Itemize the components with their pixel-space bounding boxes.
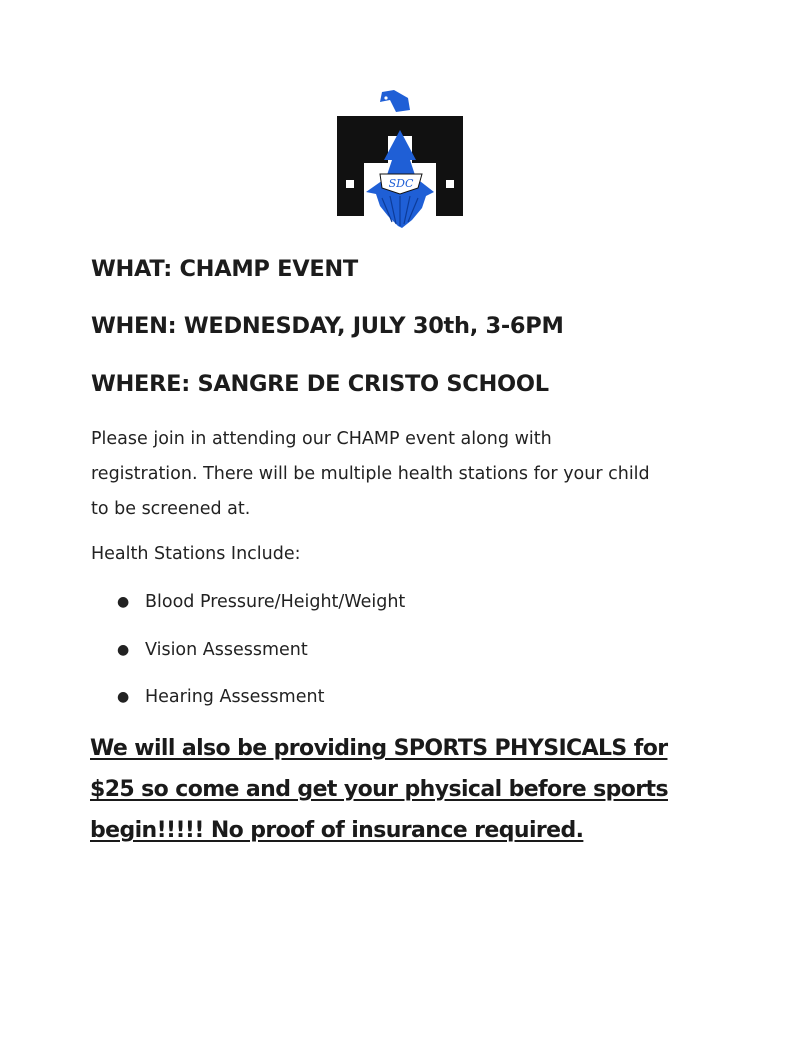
sports-physicals-callout (90, 728, 730, 851)
intro-line: Please join in attending our CHAMP event along with (91, 429, 552, 449)
callout-line: $25 so come and get your physical before sports (90, 777, 668, 802)
bullet-icon: ● (117, 594, 130, 610)
intro-line: to be screened at. (91, 499, 251, 519)
stations-label: Health Stations Include: (91, 544, 301, 564)
station-label: Vision Assessment (145, 639, 308, 660)
intro-line: registration. There will be multiple health stations for your child (91, 464, 650, 484)
station-label: Hearing Assessment (145, 687, 325, 707)
what-heading: WHAT: CHAMP EVENT (91, 256, 358, 282)
bullet-icon: ● (117, 641, 130, 658)
school-logo (336, 88, 464, 232)
list-item (117, 679, 405, 727)
bullet-icon: ● (117, 689, 130, 705)
intro-paragraph (91, 422, 731, 527)
callout-line: begin!!!!! No proof of insurance required. (90, 818, 584, 843)
list-item (117, 584, 405, 632)
where-heading: WHERE: SANGRE DE CRISTO SCHOOL (91, 371, 549, 397)
callout-line: We will also be providing SPORTS PHYSICALS for (90, 736, 668, 761)
logo-letters: SDC (388, 177, 414, 190)
eagle-school-logo-icon (336, 88, 464, 232)
list-item (117, 632, 405, 680)
stations-list (117, 584, 405, 727)
station-label: Blood Pressure/Height/Weight (145, 592, 406, 612)
when-heading: WHEN: WEDNESDAY, JULY 30th, 3-6PM (91, 313, 564, 339)
